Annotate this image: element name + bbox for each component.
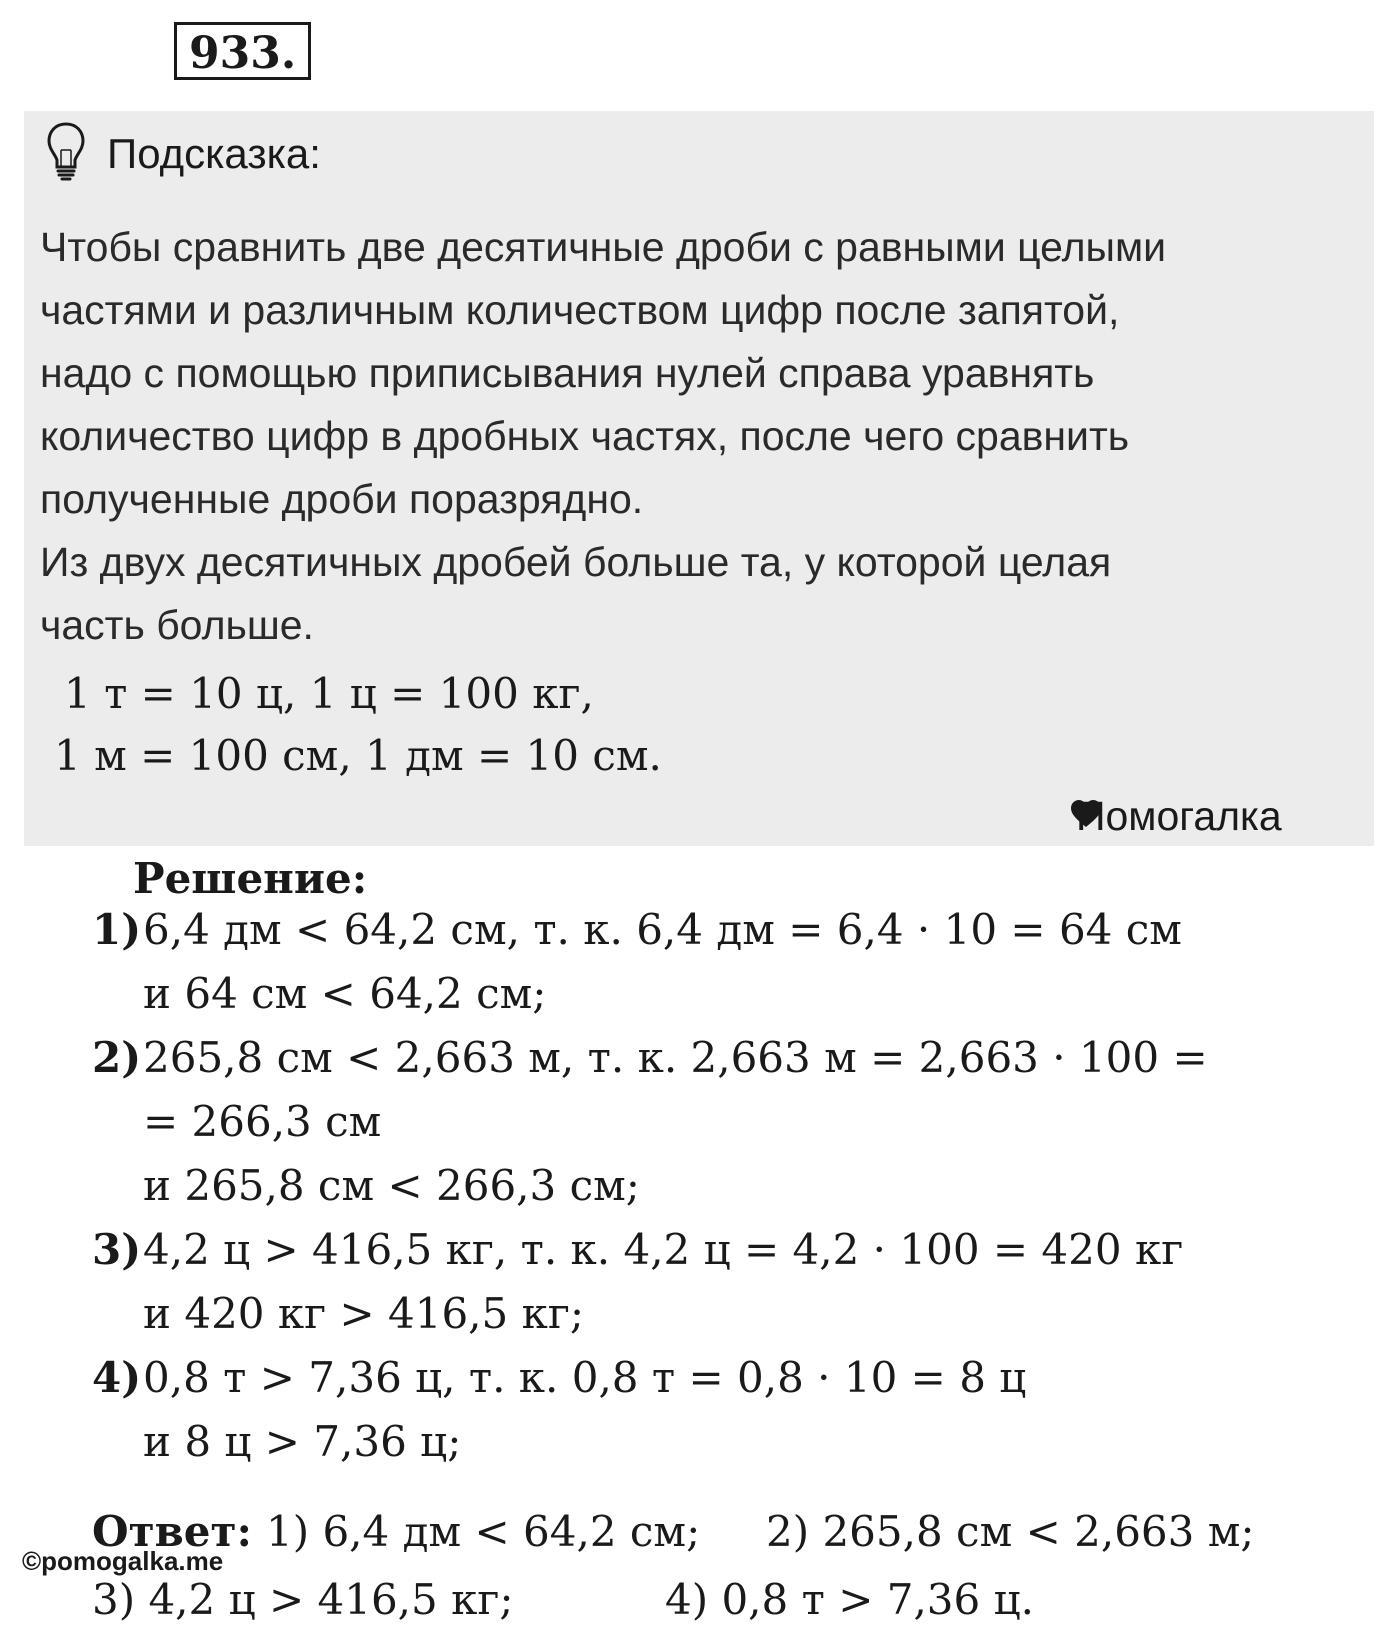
- step-number: 4): [92, 1353, 142, 1402]
- lightbulb-icon: [46, 120, 86, 182]
- answer-label: Ответ:: [92, 1507, 253, 1556]
- hint-line: надо с помощью приписывания нулей справа уравнять: [40, 350, 1095, 396]
- solution-title: Решение:: [133, 854, 368, 903]
- hint-formula-mass: 1 т = 10 ц, 1 ц = 100 кг,: [64, 669, 594, 718]
- answer-item: 1) 6,4 дм < 64,2 см;: [266, 1507, 701, 1556]
- hint-line: полученные дроби поразрядно.: [40, 476, 644, 522]
- watermark: ©pomogalka.me: [22, 1546, 224, 1576]
- task-number: 933.: [174, 22, 311, 80]
- hint-line: Из двух десятичных дробей больше та, у которой целая: [40, 539, 1112, 585]
- hint-line: частями и различным количеством цифр после запятой,: [40, 287, 1120, 333]
- step-line: = 266,3 см: [143, 1097, 382, 1146]
- step-number: 2): [92, 1033, 142, 1082]
- step-number: 3): [92, 1225, 142, 1274]
- hint-line: часть больше.: [40, 602, 314, 648]
- hint-line: Чтобы сравнить две десятичные дроби с равными целыми: [40, 224, 1167, 270]
- answer-item: 2) 265,8 см < 2,663 м;: [766, 1507, 1255, 1556]
- step-number: 1): [92, 905, 142, 954]
- brand-label: Помогалка: [1076, 793, 1282, 839]
- step-line: и 420 кг > 416,5 кг;: [143, 1289, 584, 1338]
- hint-body: [40, 216, 1166, 657]
- hint-line: количество цифр в дробных частях, после чего сравнить: [40, 413, 1130, 459]
- step-line: и 265,8 см < 266,3 см;: [143, 1161, 640, 1210]
- step-line: 265,8 см < 2,663 м, т. к. 2,663 м = 2,663 · 100 =: [143, 1033, 1208, 1082]
- step-line: и 8 ц > 7,36 ц;: [143, 1417, 462, 1466]
- step-line: 6,4 дм < 64,2 см, т. к. 6,4 дм = 6,4 · 10 = 64 см: [143, 905, 1182, 954]
- answer-item: 3) 4,2 ц > 416,5 кг;: [92, 1575, 514, 1624]
- step-line: 0,8 т > 7,36 ц, т. к. 0,8 т = 0,8 · 10 = 8 ц: [143, 1353, 1027, 1402]
- step-line: 4,2 ц > 416,5 кг, т. к. 4,2 ц = 4,2 · 100 = 420 кг: [143, 1225, 1184, 1274]
- step-line: и 64 см < 64,2 см;: [143, 969, 547, 1018]
- answer-item: 4) 0,8 т > 7,36 ц.: [665, 1575, 1034, 1624]
- hint-formula-length: 1 м = 100 см, 1 дм = 10 см.: [54, 731, 662, 780]
- hint-title: Подсказка:: [107, 130, 321, 177]
